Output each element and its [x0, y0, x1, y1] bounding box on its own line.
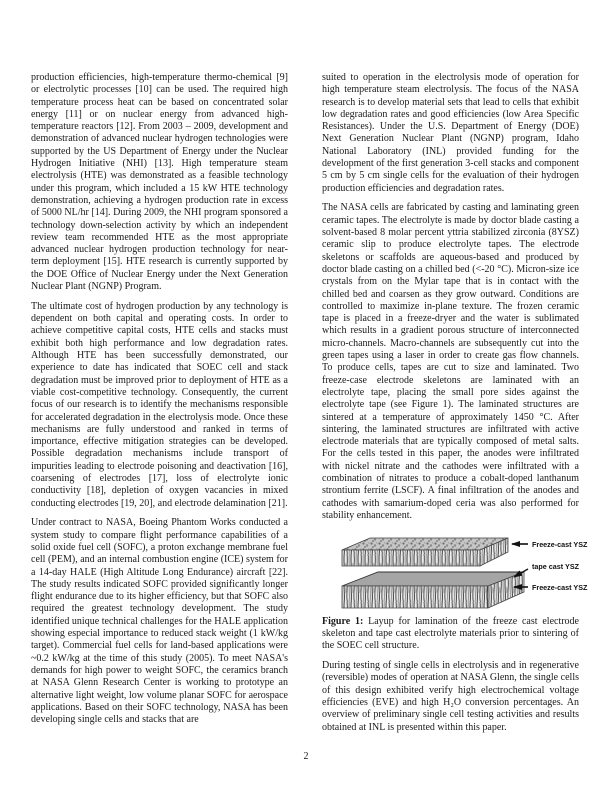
figure1-caption-text: Layup for lamination of the freeze cast electrode skeleton and tape cast electrolyte materials prior to sintering of the SOEC cell structure. [322, 615, 579, 652]
freeze-cast-bottom-slab [342, 572, 524, 608]
left-column [31, 72, 288, 734]
page-number: 2 [303, 751, 309, 762]
figure-label-freeze-cast-top: Freeze-cast YSZ [532, 539, 588, 549]
figure1-diagram [322, 530, 594, 614]
body-paragraph: production efficiencies, high-temperature thermo-chemical [9] or electrolytic processes [10] can be used. The required high temperature process heat can be based on concentrated solar energy [11] or on nuclear energy from advanced high-temperature reactors [12]. From 2003 – 2009, development and demonstration of advanced nuclear hydrogen technologies were supported by the US Department of Energy under the Nuclear Hydrogen Initiative (NHI) [13]. High temperature steam electrolysis (HTE) was demonstrated as a feasible technology under this program, which included a 15 kW HTE technology demonstration, achieving a hydrogen production rate in excess of 5000 NL/hr [14]. During 2009, the NHI program sponsored a technology down-selection activity by which an independent review team recommended HTE as the most appropriate advanced nuclear hydrogen production technology for near-term deployment [15]. HTE research is currently supported by the DOE Office of Nuclear Energy under the Next Generation Nuclear Plant (NGNP) Program. [31, 72, 288, 293]
body-paragraph: During testing of single cells in electrolysis and in regenerative (reversible) modes of operation at NASA Glenn, the single cells of this design exhibited verify high electrochemical voltage efficiencies (EVE) and high H₂O conversion percentages. An overview of preliminary single cell testing activities and results obtained at INL is presented within this paper. [322, 660, 579, 733]
freeze-cast-top-slab [342, 538, 508, 566]
figure1 [322, 530, 588, 614]
body-paragraph: Under contract to NASA, Boeing Phantom Works conducted a system study to compare flight performance capabilities of a solid oxide fuel cell (SOFC), a proton exchange membrane fuel cell (PEM), and an internal combustion engine (ICE) system for a 14-day HALE (High Altitude Long Endurance) aircraft [22]. The study results indicated SOFC provided significantly longer flight endurance due to its higher efficiency, but that SOFC also required the greatest technology development. The study identified unique technical challenges for the HALE application showing especial importance to reduced stack weight (1 kW/kg target). Commercial fuel cells for land-based applications were ~0.2 kW/kg at the time of this study (2005). To meet NASA's demands for high power to weight SOFC, the ceramics branch at NASA Glenn Research Center is working to prototype an alternative light weight, low volume planar SOFC for aerospace applications. Based on their SOFC technology, NASA has been developing single cells and stacks that are [31, 517, 288, 726]
body-paragraph: The NASA cells are fabricated by casting and laminating green ceramic tapes. The electrolyte is made by doctor blade casting a solvent-based 8 molar percent yttria stabilized zirconia (8YSZ) ceramic slip to produce electrolyte tapes. The electrode skeletons or scaffolds are aqueous-based and produced by doctor blade casting on a chilled bed (<-20 °C). Micron-size ice crystals from on the Mylar tape that is in contact with the chilled bed and coarsen as they grow outward. Conditions are controlled to maximize in-plane texture. The frozen ceramic tape is placed in a freeze-dryer and the water is sublimated which results in a gradient porous structure of interconnected micro-channels. Macro-channels are subsequently cut into the green tapes using a laser in order to create gas flow channels. To produce cells, tapes are cut to size and laminated. Two freeze-case electrode skeletons are laminated with an electrolyte tape, placing the small pore sides against the electrolyte tape (see Figure 1). The laminated structures are sintered at a temperature of approximately 1450 °C. After sintering, the laminated structures are infiltrated with active electrode materials that are typically composed of metal salts. For the cells tested in this paper, the anodes were infiltrated with nickel nitrate and the cathodes were infiltrated with a combination of nitrates to produce a cobalt-doped lanthanum strontium ferrite (LSCF). A final infiltration of the anodes and cathodes with samarium-doped ceria was also performed for stability enhancement. [322, 202, 579, 521]
figure-label-freeze-cast-bottom: Freeze-cast YSZ [532, 582, 588, 592]
body-paragraph: suited to operation in the electrolysis mode of operation for high temperature steam electrolysis. The focus of the NASA research is to develop material sets that lead to cells that exhibit low degradation rates and good efficiencies (low Area Specific Resistances). Under the U.S. Department of Energy (DOE) Next Generation Nuclear Plant (NGNP) program, Idaho National Laboratory (INL) provided funding for the development of the first generation 3-cell stacks and component 5 cm by 5 cm single cells for the evaluation of their hydrogen production efficiencies and degradation rates. [322, 72, 579, 194]
body-paragraph: The ultimate cost of hydrogen production by any technology is dependent on both capital and operating costs. In order to achieve competitive capital costs, HTE cells and stacks must exhibit both high performance and low degradation rates. Although HTE has been successfully demonstrated, our experience to date has indicated that SOEC cell and stack degradation must be improved prior to deployment of HTE as a viable cost-competitive technology. Consequently, the current focus of our research is to identify the mechanisms responsible for accelerated degradation in the electrolysis mode. Once these mechanisms are fully understood and ranked in terms of importance, effective mitigation strategies can be developed. Possible degradation mechanisms include transport of impurities leading to electrode poisoning and deactivation [16], coarsening of electrodes [17], loss of electrolyte ionic conductivity [18], depletion of oxygen vacancies in mixed conducting electrodes [19, 20], and electrode delamination [21]. [31, 300, 288, 509]
right-column [322, 72, 588, 741]
figure1-caption-label: Figure 1: [322, 615, 364, 627]
figure1-caption [322, 616, 579, 653]
figure-label-tape-cast: tape cast YSZ [532, 561, 580, 571]
